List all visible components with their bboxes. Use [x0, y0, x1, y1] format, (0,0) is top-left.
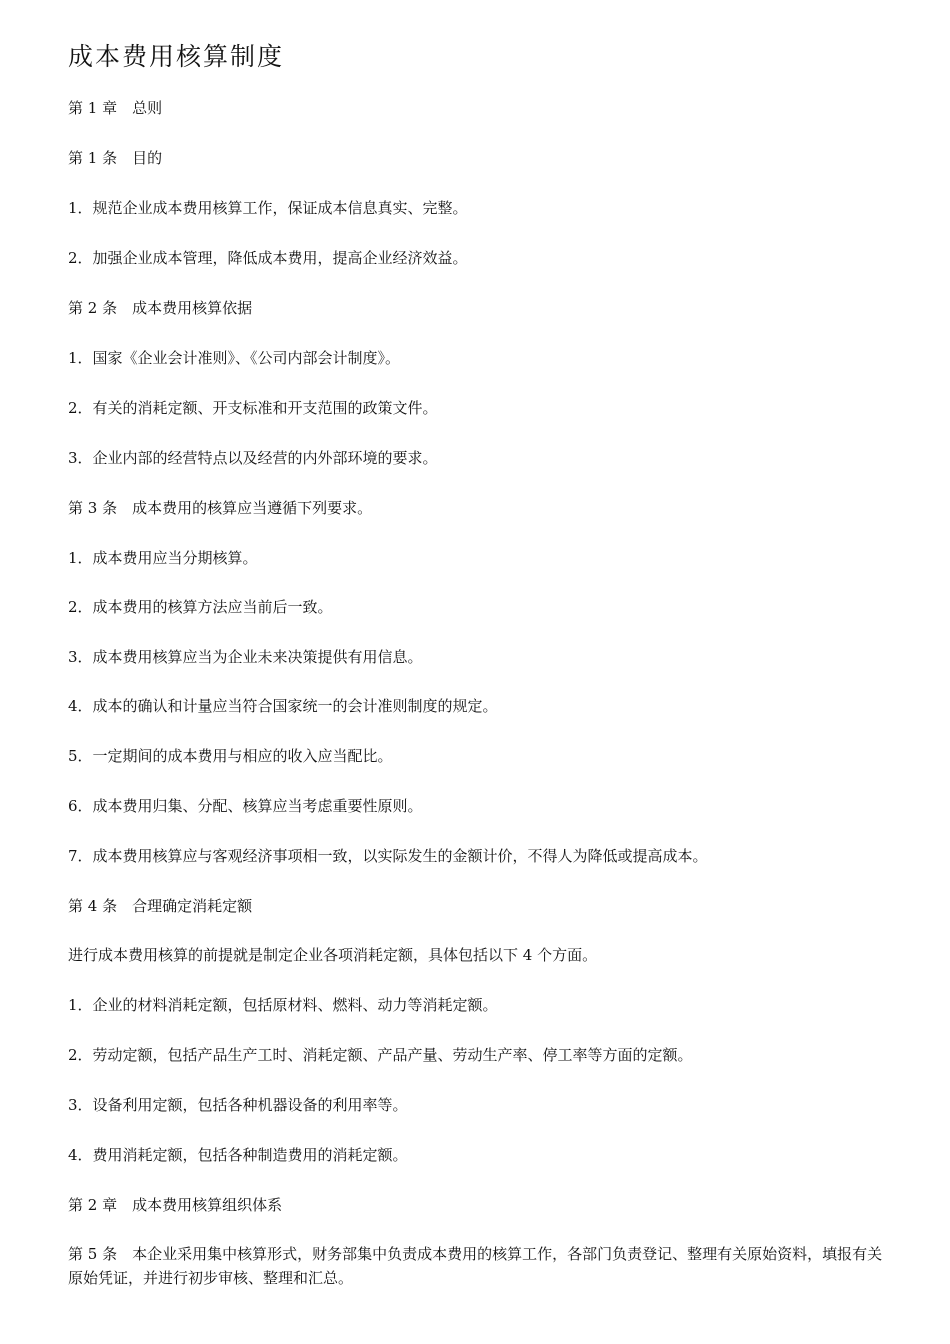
list-item: 2．成本费用的核算方法应当前后一致。: [68, 598, 333, 616]
list-item: 3．企业内部的经营特点以及经营的内外部环境的要求。: [68, 449, 438, 467]
article-heading: 第 3 条 成本费用的核算应当遵循下列要求。: [68, 499, 373, 517]
list-item: 1．国家《企业会计准则》、《公司内部会计制度》。: [68, 349, 401, 367]
paragraph: 进行成本费用核算的前提就是制定企业各项消耗定额，具体包括以下 4 个方面。: [68, 946, 598, 964]
list-item: 5．一定期间的成本费用与相应的收入应当配比。: [68, 747, 393, 765]
list-item: 4．费用消耗定额，包括各种制造费用的消耗定额。: [68, 1146, 408, 1164]
list-item: 6．成本费用归集、分配、核算应当考虑重要性原则。: [68, 797, 423, 815]
article-heading: 第 4 条 合理确定消耗定额: [68, 897, 253, 915]
list-item: 3．成本费用核算应当为企业未来决策提供有用信息。: [68, 648, 423, 666]
list-item: 7．成本费用核算应与客观经济事项相一致，以实际发生的金额计价，不得人为降低或提高成本。: [68, 847, 708, 865]
chapter-heading: 第 1 章 总则: [68, 99, 163, 117]
list-item: 1．企业的材料消耗定额，包括原材料、燃料、动力等消耗定额。: [68, 996, 498, 1014]
document-title: 成本费用核算制度: [68, 42, 285, 71]
article-heading: 第 2 条 成本费用核算依据: [68, 299, 253, 317]
list-item: 2．劳动定额，包括产品生产工时、消耗定额、产品产量、劳动生产率、停工率等方面的定额。: [68, 1046, 693, 1064]
chapter-heading: 第 2 章 成本费用核算组织体系: [68, 1196, 283, 1214]
list-item: 1．规范企业成本费用核算工作，保证成本信息真实、完整。: [68, 199, 468, 217]
article-paragraph: 第 5 条 本企业采用集中核算形式，财务部集中负责成本费用的核算工作，各部门负责登记、整理有关原始资料，填报有关原始凭证，并进行初步审核、整理和汇总。: [68, 1245, 883, 1287]
list-item: 2．有关的消耗定额、开支标准和开支范围的政策文件。: [68, 399, 438, 417]
list-item: 4．成本的确认和计量应当符合国家统一的会计准则制度的规定。: [68, 697, 498, 715]
list-item: 2．加强企业成本管理，降低成本费用，提高企业经济效益。: [68, 249, 468, 267]
article-heading: 第 1 条 目的: [68, 149, 163, 167]
list-item: 3．设备利用定额，包括各种机器设备的利用率等。: [68, 1096, 408, 1114]
list-item: 1．成本费用应当分期核算。: [68, 549, 258, 567]
